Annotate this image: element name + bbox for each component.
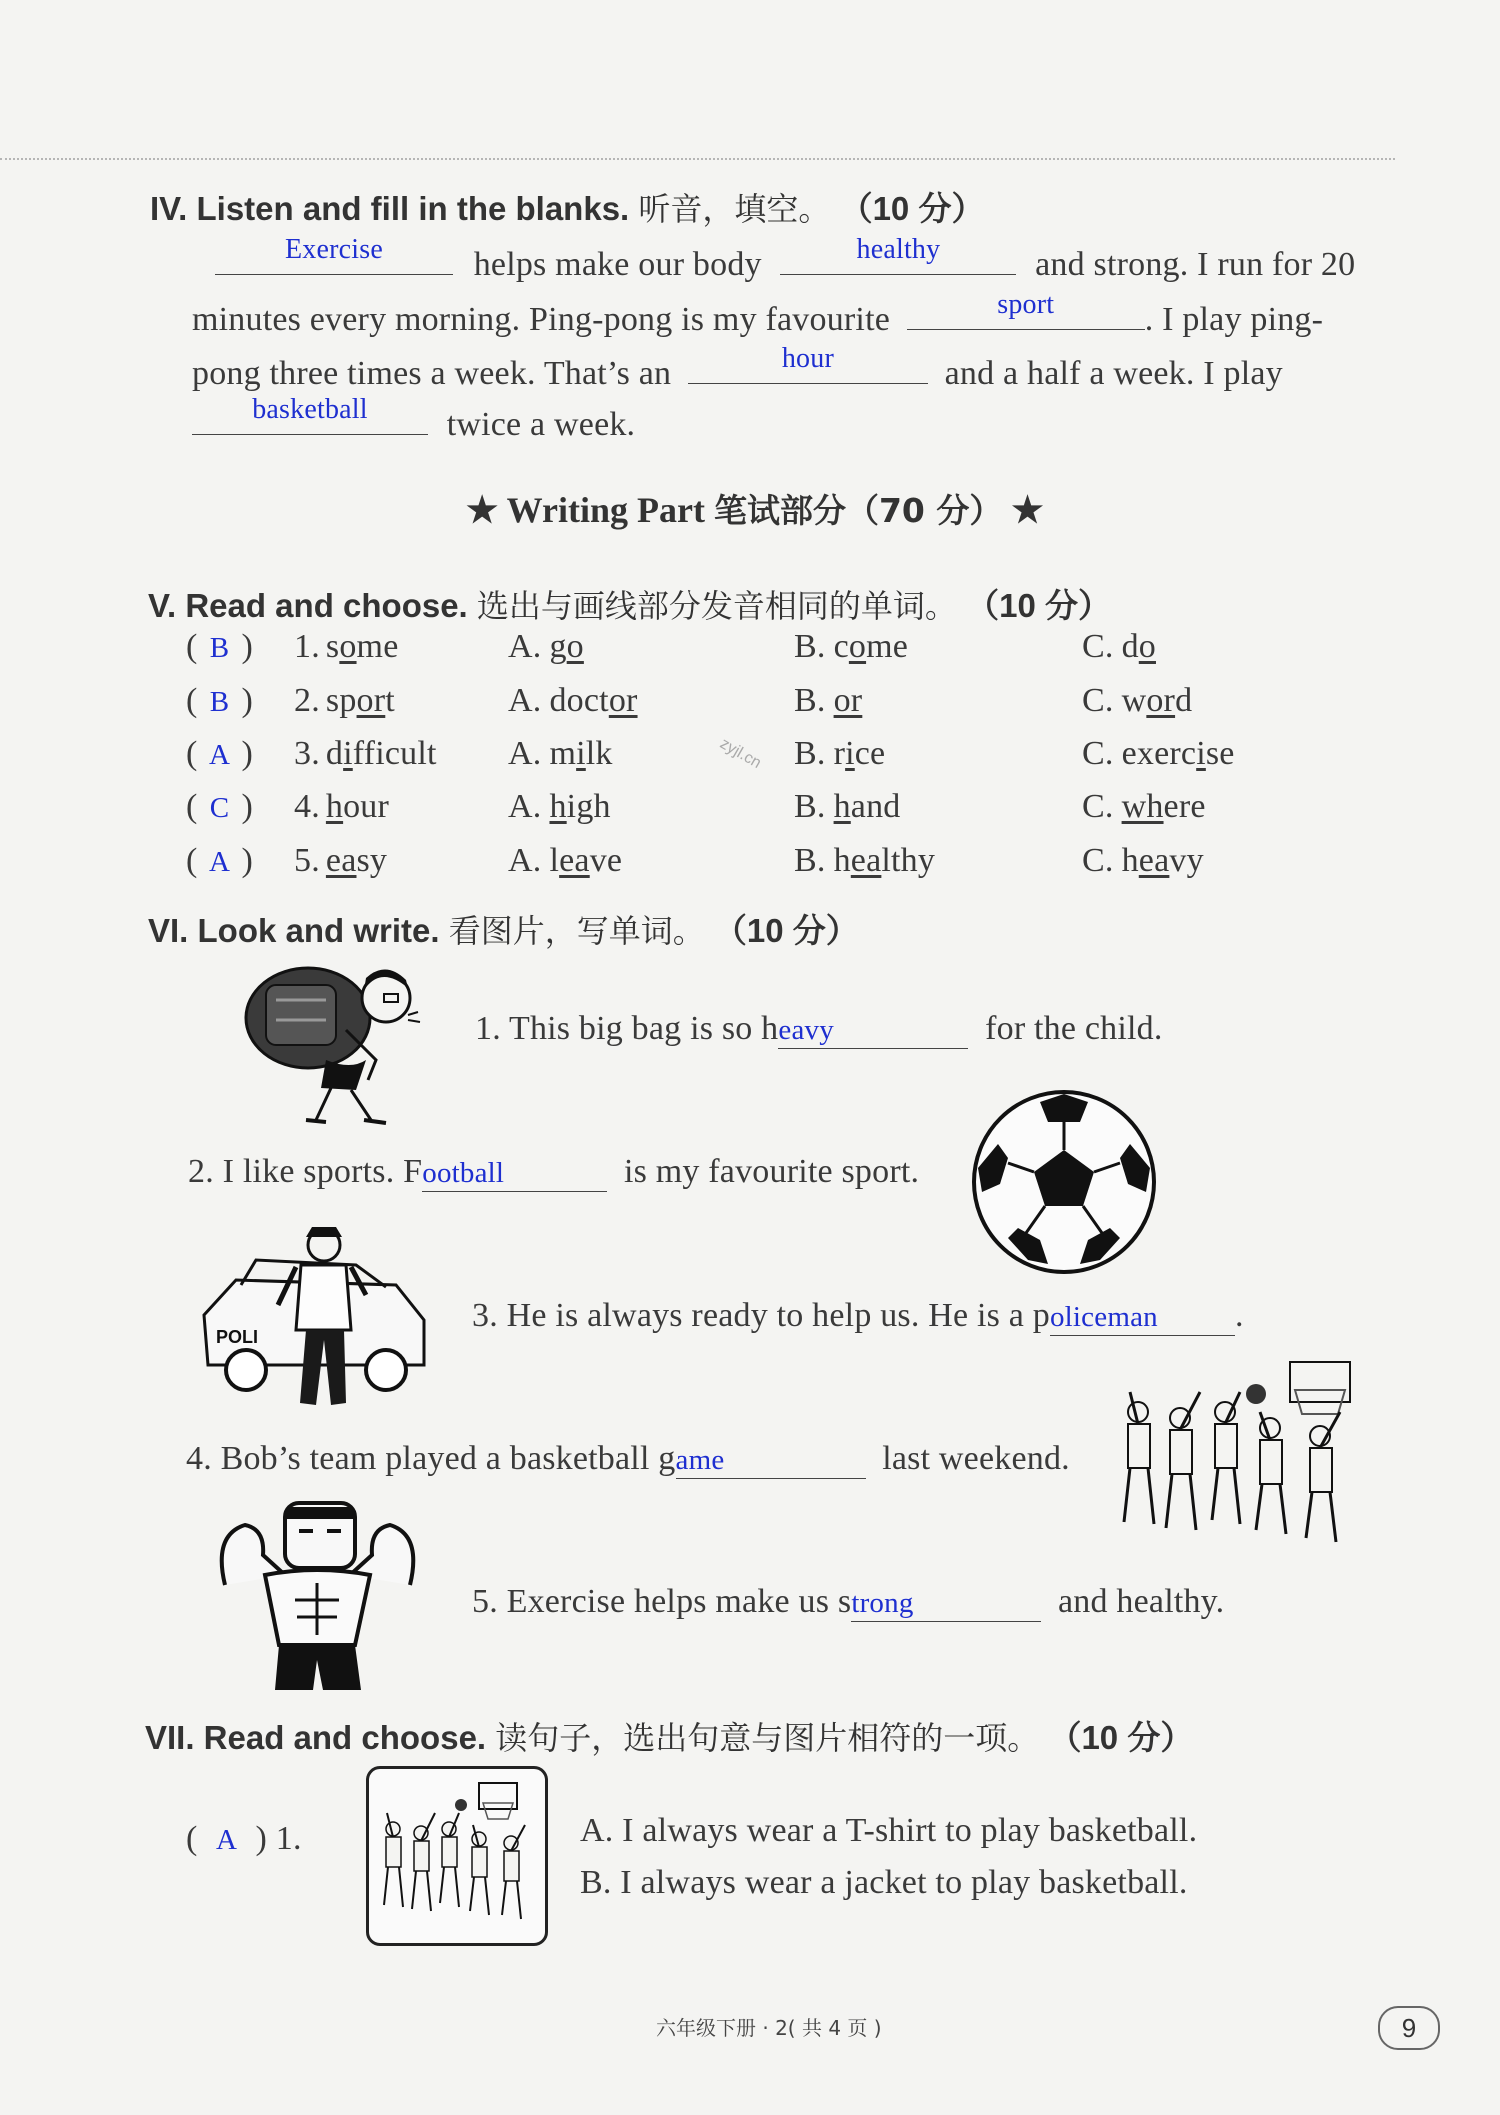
blank-2[interactable] (780, 234, 1016, 275)
text-segment: and strong. I run for 20 (1035, 246, 1356, 283)
option-label: C. (1082, 788, 1114, 825)
section-4-title-cn: 听音，填空。 (638, 190, 831, 228)
option-a[interactable] (508, 842, 622, 880)
q6-1-blank[interactable] (778, 1010, 968, 1049)
option-b[interactable] (794, 842, 935, 880)
question-7-1-image (366, 1766, 548, 1946)
word-part: h (1121, 842, 1139, 879)
word-part: doct (549, 682, 609, 719)
writing-part-cn: 笔试部分 (713, 491, 846, 530)
option-label: B. (794, 788, 826, 825)
option-c[interactable] (1082, 735, 1235, 773)
section-6-title-cn: 看图片，写单词。 (448, 912, 705, 950)
question-7-1-answer-slot (186, 1820, 302, 1858)
strong-man-image (205, 1495, 430, 1695)
word-part: our (343, 788, 390, 825)
underlined-part: ea (325, 842, 357, 879)
section-7-heading (145, 1712, 1193, 1759)
writing-part-score: （70 分） (845, 491, 1003, 530)
paren-close: ) (255, 1820, 268, 1857)
word-part: sp (325, 682, 357, 719)
policeman-image (196, 1225, 432, 1415)
choice-answer[interactable]: B (209, 686, 230, 718)
basketball-players-image (369, 1769, 545, 1943)
q6-5-answer: trong (851, 1587, 914, 1619)
option-label: B. (794, 735, 826, 772)
answer-1: Exercise (285, 234, 383, 265)
q7-1-option-b[interactable]: B. I always wear a jacket to play basketball. (580, 1864, 1188, 1901)
underlined-part: or (356, 682, 386, 719)
word-part: sy (356, 842, 388, 879)
underlined-part: or (608, 682, 638, 719)
underlined-part: h (549, 788, 567, 825)
football-image (970, 1088, 1158, 1276)
option-label: B. (794, 628, 826, 665)
word-part: me (866, 628, 909, 665)
target-word (294, 788, 389, 826)
q6-3-blank[interactable] (1050, 1297, 1235, 1336)
paren-close: ) (241, 788, 254, 825)
watermark: zyjl.cn (716, 735, 764, 773)
word-part: d (325, 735, 344, 772)
underlined-part: i (576, 735, 586, 772)
option-a[interactable] (508, 788, 611, 826)
star-icon: ★ (1011, 490, 1044, 530)
option-c[interactable] (1082, 682, 1192, 720)
word-part: w (1121, 682, 1147, 719)
paren-close: ) (241, 842, 254, 879)
writing-part-title (466, 485, 1044, 532)
option-label: C. (1082, 842, 1114, 879)
question-6-3 (472, 1297, 1244, 1336)
paren-close: ) (241, 682, 254, 719)
text-segment: and a half a week. I play (944, 355, 1283, 392)
q6-2-prefix: 2. I like sports. F (188, 1153, 423, 1190)
q6-5-prefix: 5. Exercise helps make us s (472, 1583, 852, 1620)
target-word (294, 735, 437, 773)
q6-2-suffix: is my favourite sport. (623, 1153, 920, 1190)
underlined-part: i (343, 735, 353, 772)
choice-answer[interactable]: C (209, 792, 230, 824)
question-number: 1. (294, 628, 320, 665)
section-4-line-1 (215, 234, 1356, 284)
word-part: fficult (352, 735, 437, 772)
paren-close: ) (241, 735, 254, 772)
word-part: ve (589, 842, 623, 879)
option-label: A. (508, 735, 542, 772)
answer-2: healthy (856, 234, 941, 265)
word-part: h (833, 842, 851, 879)
choice-answer[interactable]: B (209, 632, 230, 664)
section-5-score: （10 分） (966, 587, 1111, 624)
page-number: 9 (1378, 2006, 1440, 2050)
word-part: exerc (1121, 735, 1197, 772)
word-part: c (833, 628, 849, 665)
word-part: s (325, 628, 340, 665)
section-5-title-cn: 选出与画线部分发音相同的单词。 (476, 587, 957, 625)
underlined-part: or (833, 682, 863, 719)
choice-row (186, 682, 1286, 726)
section-4-line-3 (192, 343, 1283, 393)
word-part: se (1205, 735, 1235, 772)
option-label: A. (508, 842, 542, 879)
option-label: A. (508, 682, 542, 719)
section-7-title: VII. Read and choose. (145, 1719, 487, 1756)
word-part: d (1121, 628, 1139, 665)
q6-4-answer: ame (675, 1444, 725, 1476)
section-7-title-cn: 读句子，选出句意与图片相符的一项。 (495, 1719, 1040, 1757)
blank-3[interactable] (907, 289, 1145, 330)
option-b[interactable] (794, 628, 908, 666)
section-4-line-2 (192, 289, 1324, 339)
word-part: vy (1169, 842, 1204, 879)
q6-1-prefix: 1. This big bag is so h (475, 1010, 779, 1047)
blank-5[interactable] (192, 394, 428, 435)
word-part: g (549, 628, 567, 665)
basketball-game-image (1110, 1352, 1380, 1552)
underlined-part: i (845, 735, 855, 772)
paren-open: ( (186, 1820, 198, 1857)
underlined-part: o (848, 628, 867, 665)
underlined-part: i (1196, 735, 1206, 772)
answer-5: basketball (252, 394, 368, 425)
underlined-part: h (325, 788, 344, 825)
paren-open: ( (186, 735, 198, 772)
word-part: me (356, 628, 399, 665)
q6-3-suffix: . (1234, 1297, 1244, 1334)
choice-answer[interactable]: A (208, 739, 231, 771)
question-6-5 (472, 1583, 1224, 1622)
option-label: C. (1082, 628, 1114, 665)
text-segment: minutes every morning. Ping-pong is my favourite (192, 301, 891, 338)
q6-4-suffix: last weekend. (882, 1440, 1070, 1477)
text-segment: . I play ping- (1144, 301, 1324, 338)
question-6-2 (188, 1153, 919, 1192)
section-5-heading (148, 580, 1111, 627)
section-6-heading (148, 905, 859, 952)
option-label: A. (508, 628, 542, 665)
word-part: and (850, 788, 901, 825)
paren-open: ( (186, 682, 198, 719)
option-c[interactable] (1082, 788, 1206, 826)
section-4-title: IV. Listen and fill in the blanks. (150, 190, 630, 227)
word-part: t (385, 682, 395, 719)
top-dotted-rule (0, 158, 1395, 160)
underlined-part: ea (559, 842, 590, 879)
word-part: lk (585, 735, 613, 772)
underlined-part: o (1138, 628, 1156, 665)
text-segment: helps make our body (473, 246, 762, 283)
text-segment: twice a week. (446, 406, 636, 443)
underlined-part: or (1146, 682, 1176, 719)
boy-with-heavy-bag-image (236, 960, 426, 1130)
word-part: d (1175, 682, 1193, 719)
q7-1-option-a[interactable]: A. I always wear a T-shirt to play basketball. (580, 1812, 1198, 1849)
word-part: lthy (881, 842, 936, 879)
q6-2-answer: ootball (422, 1157, 505, 1189)
question-number: 4. (294, 788, 320, 825)
underlined-part: h (833, 788, 851, 825)
word-part: ce (854, 735, 886, 772)
section-4-line-4 (192, 394, 636, 444)
option-b[interactable] (794, 788, 900, 826)
q6-5-suffix: and healthy. (1058, 1583, 1225, 1620)
paren-open: ( (186, 788, 198, 825)
target-word (294, 682, 395, 720)
question-6-1 (475, 1010, 1163, 1049)
choice-row (186, 628, 1286, 672)
question-number: 5. (294, 842, 320, 879)
option-label: B. (794, 842, 826, 879)
paren-open: ( (186, 628, 198, 665)
paren-open: ( (186, 842, 198, 879)
option-c[interactable] (1082, 628, 1156, 666)
section-7-score: （10 分） (1048, 1719, 1194, 1756)
target-word (294, 628, 398, 666)
q6-1-suffix: for the child. (985, 1010, 1163, 1047)
underlined-part: ea (1138, 842, 1170, 879)
option-c[interactable] (1082, 842, 1204, 880)
section-5-title: V. Read and choose. (148, 587, 468, 624)
option-label: A. (508, 788, 542, 825)
underlined-part: o (339, 628, 357, 665)
target-word (294, 842, 387, 880)
word-part: m (549, 735, 577, 772)
question-number: 3. (294, 735, 320, 772)
blank-1[interactable] (215, 234, 453, 275)
q6-4-prefix: 4. Bob’s team played a basketball g (186, 1440, 676, 1477)
word-part: l (549, 842, 560, 879)
underlined-part: wh (1121, 788, 1164, 825)
section-4-score: （10 分） (839, 190, 985, 227)
text-segment: pong three times a week. That’s an (192, 355, 672, 392)
writing-part-en: Writing Part (506, 490, 705, 530)
choice-row (186, 788, 1286, 832)
option-a[interactable] (508, 682, 638, 720)
choice-row (186, 842, 1286, 886)
q7-1-number: 1. (275, 1820, 302, 1857)
q6-4-blank[interactable] (676, 1440, 866, 1479)
question-number: 2. (294, 682, 320, 719)
choice-answer[interactable]: A (208, 846, 231, 878)
option-label: C. (1082, 735, 1114, 772)
option-a[interactable] (508, 735, 613, 773)
q6-5-blank[interactable] (851, 1583, 1041, 1622)
answer-3: sport (997, 289, 1055, 320)
section-6-score: （10 分） (713, 912, 859, 949)
police-car-text: POLI (216, 1327, 259, 1347)
paren-close: ) (241, 628, 254, 665)
q6-3-prefix: 3. He is always ready to help us. He is a p (472, 1297, 1050, 1334)
option-b[interactable] (794, 682, 862, 720)
section-6-title: VI. Look and write. (148, 912, 440, 949)
word-part: igh (566, 788, 611, 825)
answer-4: hour (781, 343, 834, 374)
blank-4[interactable] (688, 343, 928, 384)
star-icon: ★ (466, 490, 499, 530)
q6-1-answer: eavy (778, 1014, 834, 1046)
question-6-4 (186, 1440, 1070, 1479)
option-b[interactable] (794, 735, 885, 773)
q7-1-answer[interactable]: A (215, 1824, 238, 1856)
word-part: r (833, 735, 846, 772)
option-a[interactable] (508, 628, 584, 666)
option-label: C. (1082, 682, 1114, 719)
section-4-heading (150, 183, 984, 230)
q6-2-blank[interactable] (422, 1153, 607, 1192)
underlined-part: ea (850, 842, 882, 879)
q6-3-answer: oliceman (1049, 1301, 1158, 1333)
footer-text: 六年级下册 · 2( 共 4 页 ) (656, 2016, 882, 2040)
underlined-part: o (566, 628, 584, 665)
option-label: B. (794, 682, 826, 719)
word-part: ere (1163, 788, 1206, 825)
